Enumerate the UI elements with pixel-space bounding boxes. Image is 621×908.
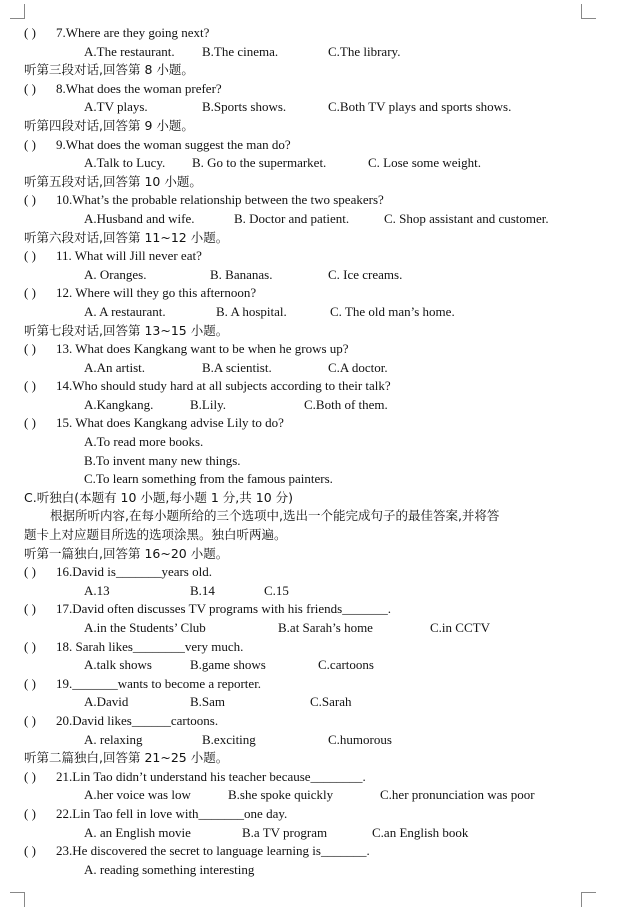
answer-option: C. Ice creams. bbox=[328, 266, 403, 282]
question-line bbox=[24, 638, 598, 657]
answer-option: B.Sports shows. bbox=[202, 99, 287, 115]
section-heading: C.听独白(本题有 10 小题,每小题 1 分,共 10 分) bbox=[24, 489, 294, 505]
question-line bbox=[24, 191, 598, 210]
question-line bbox=[24, 600, 598, 619]
answer-option: C. Lose some weight. bbox=[368, 155, 482, 171]
section-heading: 听第二篇独白,回答第 21~25 小题。 bbox=[24, 750, 229, 766]
question-text: 9.What does the woman suggest the man do? bbox=[56, 136, 291, 152]
answer-option: A. Oranges. bbox=[84, 266, 147, 282]
question-text: 23.He discovered the secret to language learning is_______. bbox=[56, 843, 370, 859]
answer-option: B. Doctor and patient. bbox=[234, 210, 350, 226]
options-line bbox=[24, 98, 598, 117]
answer-option: C.Both of them. bbox=[304, 396, 388, 412]
answer-option: A.Talk to Lucy. bbox=[84, 155, 166, 171]
answer-blank: ( ) bbox=[24, 768, 36, 784]
answer-option: C.in CCTV bbox=[430, 620, 490, 635]
answer-option: A. an English movie bbox=[84, 824, 191, 840]
answer-option: C. The old man’s home. bbox=[330, 303, 455, 319]
answer-option: A.Kangkang. bbox=[84, 396, 154, 412]
options-line bbox=[24, 359, 598, 378]
question-text: 20.David likes______cartoons. bbox=[56, 712, 219, 728]
answer-option: A.talk shows bbox=[84, 657, 152, 673]
answer-option: B. Go to the supermarket. bbox=[192, 155, 327, 171]
answer-option: A. relaxing bbox=[84, 731, 143, 747]
crop-mark-bottom-left bbox=[10, 892, 25, 907]
section-heading: 听第七段对话,回答第 13~15 小题。 bbox=[24, 322, 229, 338]
answer-blank: ( ) bbox=[24, 675, 36, 691]
question-line bbox=[24, 768, 598, 787]
answer-blank: ( ) bbox=[24, 712, 36, 728]
options-line bbox=[24, 824, 598, 843]
answer-option: C.cartoons bbox=[318, 657, 374, 673]
question-line bbox=[24, 80, 598, 99]
answer-option: C.The library. bbox=[328, 43, 401, 59]
answer-blank: ( ) bbox=[24, 638, 36, 654]
answer-option: B.The cinema. bbox=[202, 43, 279, 59]
question-text: 12. Where will they go this afternoon? bbox=[56, 285, 257, 301]
answer-option: A.13 bbox=[84, 582, 110, 598]
answer-option: A.David bbox=[84, 694, 129, 710]
question-text: 8.What does the woman prefer? bbox=[56, 80, 222, 96]
answer-option: A.TV plays. bbox=[84, 99, 148, 115]
options-line bbox=[24, 656, 598, 675]
answer-option: B. A hospital. bbox=[216, 303, 287, 319]
answer-blank: ( ) bbox=[24, 378, 36, 394]
question-line bbox=[24, 284, 598, 303]
question-text: 13. What does Kangkang want to be when he grows up? bbox=[56, 341, 349, 357]
exam-content bbox=[24, 24, 598, 879]
answer-option: A.in the Students’ Club bbox=[84, 620, 206, 635]
question-text: 21.Lin Tao didn’t understand his teacher because________. bbox=[56, 768, 366, 784]
answer-option: C.her pronunciation was poor bbox=[380, 787, 535, 803]
answer-option: A.her voice was low bbox=[84, 787, 191, 803]
question-line bbox=[24, 675, 598, 694]
options-line bbox=[24, 731, 598, 750]
answer-blank: ( ) bbox=[24, 136, 36, 152]
answer-option: A.To read more books. bbox=[84, 434, 204, 450]
answer-blank: ( ) bbox=[24, 80, 36, 96]
answer-blank: ( ) bbox=[24, 805, 36, 821]
question-text: 11. What will Jill never eat? bbox=[56, 248, 202, 264]
answer-option: B. Bananas. bbox=[210, 266, 273, 282]
answer-option: A. reading something interesting bbox=[84, 861, 255, 877]
answer-option: A.Husband and wife. bbox=[84, 210, 195, 226]
answer-option: C. Shop assistant and customer. bbox=[384, 210, 549, 226]
question-line bbox=[24, 340, 598, 359]
question-text: 19._______wants to become a reporter. bbox=[56, 675, 262, 691]
question-text: 16.David is_______years old. bbox=[56, 564, 212, 580]
answer-option: B.Sam bbox=[190, 694, 226, 710]
section-heading: 题卡上对应题目所选的选项涂黑。独白听两遍。 bbox=[24, 527, 287, 543]
crop-mark-bottom-right bbox=[581, 892, 596, 907]
answer-blank: ( ) bbox=[24, 285, 36, 301]
crop-mark-top-left bbox=[10, 4, 25, 19]
answer-blank: ( ) bbox=[24, 192, 36, 208]
question-line bbox=[24, 136, 598, 155]
section-heading: 听第六段对话,回答第 11~12 小题。 bbox=[24, 229, 229, 245]
answer-option: B.Lily. bbox=[190, 396, 226, 412]
section-heading: 听第一篇独白,回答第 16~20 小题。 bbox=[24, 545, 229, 561]
options-line bbox=[24, 693, 598, 712]
answer-blank: ( ) bbox=[24, 843, 36, 859]
options-line bbox=[24, 43, 598, 62]
options-line bbox=[24, 582, 598, 601]
answer-blank: ( ) bbox=[24, 248, 36, 264]
answer-option: B.at Sarah’s home bbox=[278, 620, 373, 635]
answer-blank: ( ) bbox=[24, 341, 36, 357]
answer-option: B.A scientist. bbox=[202, 359, 272, 375]
question-text: 22.Lin Tao fell in love with_______one day. bbox=[56, 805, 288, 821]
options-line bbox=[24, 786, 598, 805]
question-line bbox=[24, 712, 598, 731]
answer-option: C.an English book bbox=[372, 824, 469, 840]
question-line bbox=[24, 247, 598, 266]
answer-option: B.14 bbox=[190, 582, 215, 598]
question-text: 17.David often discusses TV programs with his friends_______. bbox=[56, 601, 391, 617]
section-heading: 听第五段对话,回答第 10 小题。 bbox=[24, 173, 202, 189]
options-line bbox=[24, 154, 598, 173]
answer-option: C.A doctor. bbox=[328, 359, 388, 375]
answer-blank: ( ) bbox=[24, 564, 36, 580]
question-text: 7.Where are they going next? bbox=[56, 25, 210, 40]
options-line bbox=[24, 210, 598, 229]
question-text: 15. What does Kangkang advise Lily to do? bbox=[56, 415, 284, 431]
answer-blank: ( ) bbox=[24, 415, 36, 431]
answer-option: A.An artist. bbox=[84, 359, 146, 375]
answer-option: A. A restaurant. bbox=[84, 303, 166, 319]
options-line bbox=[24, 266, 598, 285]
answer-option: C.Both TV plays and sports shows. bbox=[328, 99, 512, 115]
answer-option: B.exciting bbox=[202, 731, 256, 747]
answer-option: C.15 bbox=[264, 582, 289, 598]
question-line bbox=[24, 377, 598, 396]
answer-option: B.she spoke quickly bbox=[228, 787, 334, 803]
question-line bbox=[24, 414, 598, 433]
answer-option: C.Sarah bbox=[310, 694, 352, 710]
answer-option: B.a TV program bbox=[242, 824, 328, 840]
options-line bbox=[24, 303, 598, 322]
section-heading: 听第三段对话,回答第 8 小题。 bbox=[24, 62, 194, 78]
question-line bbox=[24, 24, 598, 43]
question-line bbox=[24, 563, 598, 582]
question-line bbox=[24, 805, 598, 824]
options-line bbox=[24, 396, 598, 415]
question-text: 10.What’s the probable relationship between the two speakers? bbox=[56, 192, 384, 208]
answer-blank: ( ) bbox=[24, 601, 36, 617]
question-text: 18. Sarah likes________very much. bbox=[56, 638, 244, 654]
answer-option: B.game shows bbox=[190, 657, 266, 673]
answer-option: C.humorous bbox=[328, 731, 392, 747]
answer-option: B.To invent many new things. bbox=[84, 452, 241, 468]
options-line bbox=[24, 619, 598, 638]
instructions: 根据所听内容,在每小题所给的三个选项中,选出一个能完成句子的最佳答案,并将答 bbox=[50, 508, 500, 524]
crop-mark-top-right bbox=[581, 4, 596, 19]
answer-blank: ( ) bbox=[24, 25, 36, 40]
question-line bbox=[24, 842, 598, 861]
answer-option: C.To learn something from the famous painters. bbox=[84, 471, 333, 487]
section-heading: 听第四段对话,回答第 9 小题。 bbox=[24, 117, 194, 133]
answer-option: A.The restaurant. bbox=[84, 43, 175, 59]
question-text: 14.Who should study hard at all subjects according to their talk? bbox=[56, 378, 391, 394]
